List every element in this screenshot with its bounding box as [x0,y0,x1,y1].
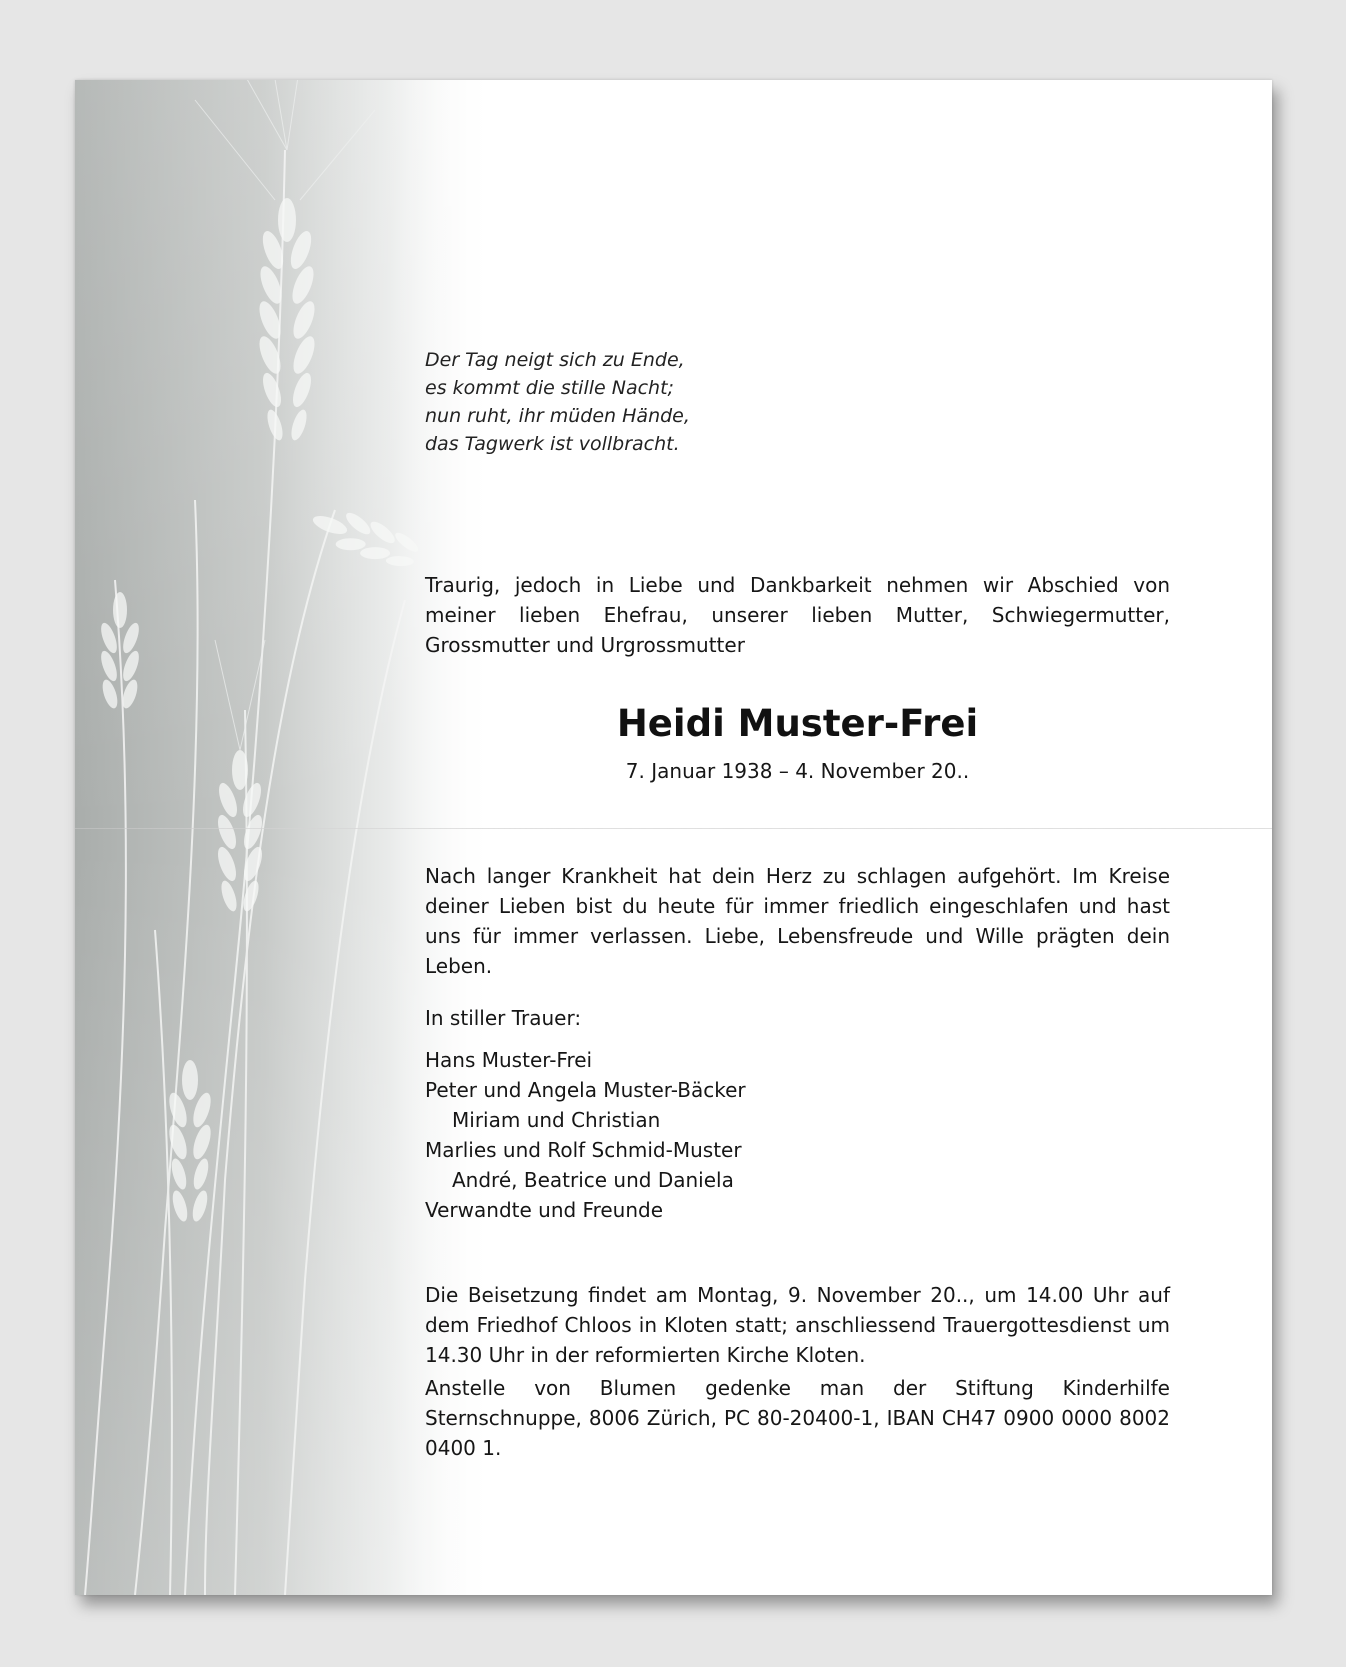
mourners-list [425,1045,746,1225]
life-dates: 7. Januar 1938 – 4. November 20.. [625,759,970,783]
donation-paragraph: Anstelle von Blumen gedenke man der Stiftung Kinderhilfe Sternschnuppe, 8006 Zürich, PC 80-20400-1, IBAN CH47 0900 0000 8002 0400 1. [425,1376,1170,1460]
poem-line: das Tagwerk ist vollbracht. [425,433,680,455]
mourner-entry: Verwandte und Freunde [425,1198,664,1222]
mourner-entry: André, Beatrice und Daniela [452,1168,734,1192]
deceased-name: Heidi Muster-Frei [616,702,979,745]
tribute-paragraph: Nach langer Krankheit hat dein Herz zu schlagen aufgehört. Im Kreise deiner Lieben bist du heute für immer friedlich eingeschlafen und hast uns für immer verlassen. Liebe, Lebensfreude und Wille prägten dein Leben. [425,864,1170,978]
fold-line [75,828,1272,829]
funeral-paragraph: Die Beisetzung findet am Montag, 9. November 20.., um 14.00 Uhr auf dem Friedhof Chloos in Kloten statt; anschliessend Trauergottesdienst um 14.30 Uhr in der reformierten Kirche Kloten. [425,1283,1170,1367]
mourner-entry: Hans Muster-Frei [425,1048,593,1072]
poem-line: Der Tag neigt sich zu Ende, [425,349,685,371]
obituary-card [75,80,1272,1595]
poem-line: nun ruht, ihr müden Hände, [425,405,690,427]
mourner-entry: Marlies und Rolf Schmid-Muster [425,1138,742,1162]
intro-paragraph: Traurig, jedoch in Liebe und Dankbarkeit nehmen wir Abschied von meiner lieben Ehefrau, unserer lieben Mutter, Schwiegermutter, Grossmutter und Urgrossmutter [425,573,1170,657]
mourner-entry: Peter und Angela Muster-Bäcker [425,1078,746,1102]
mourner-entry: Miriam und Christian [452,1108,661,1132]
mourning-label: In stiller Trauer: [425,1006,582,1030]
poem-line: es kommt die stille Nacht; [425,377,674,399]
poem [425,346,690,458]
